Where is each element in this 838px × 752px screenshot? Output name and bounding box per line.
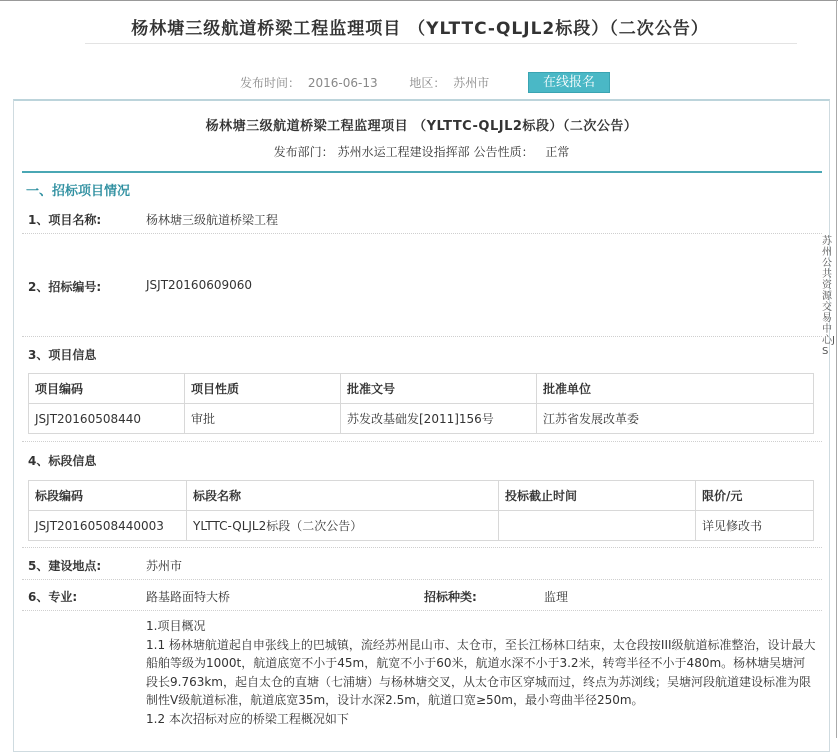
side-vertical-text: 苏州公共资源交易中心JS bbox=[822, 236, 835, 357]
notice-dept-line bbox=[14, 143, 829, 160]
window-right-border bbox=[836, 0, 837, 738]
project-overview bbox=[146, 617, 816, 728]
table-header: 批准文号 bbox=[341, 374, 537, 404]
project-name-label: 1、项目名称: bbox=[28, 213, 102, 227]
publish-time-label: 发布时间： bbox=[240, 76, 301, 90]
region-label: 地区： bbox=[409, 76, 446, 90]
online-apply-button[interactable]: 在线报名 bbox=[528, 72, 610, 93]
table-header-row bbox=[29, 374, 814, 404]
location-label: 5、建设地点: bbox=[28, 559, 102, 573]
table-header-row bbox=[29, 481, 814, 511]
tender-no-label: 2、招标编号: bbox=[28, 280, 102, 294]
section-heading: 一、招标项目情况 bbox=[26, 184, 131, 199]
project-name-value: 杨林塘三级航道桥梁工程 bbox=[146, 213, 279, 227]
table-header: 限价/元 bbox=[696, 481, 814, 511]
table-cell: JSJT20160508440003 bbox=[29, 511, 187, 541]
table-cell: 苏发改基础发[2011]156号 bbox=[341, 404, 537, 434]
row-divider bbox=[22, 233, 822, 234]
specialty-label: 6、专业: bbox=[28, 590, 78, 604]
row-divider bbox=[22, 579, 822, 580]
dept-label: 发布部门： bbox=[273, 145, 334, 159]
table-cell bbox=[499, 511, 696, 541]
region-value: 苏州市 bbox=[453, 76, 490, 90]
row-divider bbox=[22, 336, 822, 337]
tender-type-label: 招标种类: bbox=[424, 590, 477, 604]
project-info-table bbox=[28, 373, 814, 434]
table-header: 项目编码 bbox=[29, 374, 185, 404]
table-header: 项目性质 bbox=[185, 374, 341, 404]
specialty-value: 路基路面特大桥 bbox=[146, 590, 231, 604]
table-header: 批准单位 bbox=[537, 374, 814, 404]
project-info-label: 3、项目信息 bbox=[28, 348, 97, 362]
section-divider bbox=[22, 171, 822, 173]
row-divider bbox=[22, 610, 822, 611]
window-top-border bbox=[0, 0, 838, 1]
table-header: 投标截止时间 bbox=[499, 481, 696, 511]
overview-cut-line: 1.2 本次招标对应的桥梁工程概况如下 bbox=[146, 711, 349, 726]
page-title: 杨林塘三级航道桥梁工程监理项目 （YLTTC-QLJL2标段）（二次公告） bbox=[131, 19, 709, 39]
table-cell: YLTTC-QLJL2标段（二次公告） bbox=[187, 511, 499, 541]
publish-meta bbox=[240, 74, 493, 91]
table-header: 标段编码 bbox=[29, 481, 187, 511]
row-divider bbox=[22, 441, 822, 442]
lot-info-label: 4、标段信息 bbox=[28, 454, 97, 468]
overview-paragraph: 1.1 杨林塘航道起自申张线上的巴城镇，流经苏州昆山市、太仓市，至长江杨林口结束，太仓段按III级航道标准整治，设计最大船舶等级为1000t，航道底宽不小于45m，航宽不小于60米，航道水深不小于3.2米，转弯半径不小于480m。杨林塘吴塘河段长9.763km，起自太仓的直塘（七浦塘）与杨林塘交叉，从太仓市区穿城而过，终点为苏浏线；吴塘河段航道建设标准为限制性Ⅴ级航道标准，航道底宽35m，设计水深2.5m，航道口宽≥50m，最小弯曲半径250m。 bbox=[146, 637, 816, 707]
lot-info-table bbox=[28, 480, 814, 541]
overview-heading: 1.项目概况 bbox=[146, 619, 206, 633]
table-header: 标段名称 bbox=[187, 481, 499, 511]
tender-no-value: JSJT20160609060 bbox=[146, 278, 253, 292]
table-row bbox=[29, 404, 814, 434]
notice-title: 杨林塘三级航道桥梁工程监理项目 （YLTTC-QLJL2标段）（二次公告） bbox=[205, 119, 638, 134]
table-cell: JSJT20160508440 bbox=[29, 404, 185, 434]
tender-type-value: 监理 bbox=[544, 590, 569, 604]
row-divider bbox=[22, 547, 822, 548]
notice-panel bbox=[13, 99, 830, 752]
publish-time: 2016-06-13 bbox=[307, 76, 378, 90]
nature-label: 公告性质： bbox=[473, 145, 534, 159]
dept-value: 苏州水运工程建设指挥部 bbox=[337, 145, 470, 159]
title-divider bbox=[85, 43, 797, 44]
table-cell: 详见修改书 bbox=[696, 511, 814, 541]
table-cell: 审批 bbox=[185, 404, 341, 434]
table-row bbox=[29, 511, 814, 541]
location-value: 苏州市 bbox=[146, 559, 183, 573]
nature-value: 正常 bbox=[545, 145, 570, 159]
table-cell: 江苏省发展改革委 bbox=[537, 404, 814, 434]
